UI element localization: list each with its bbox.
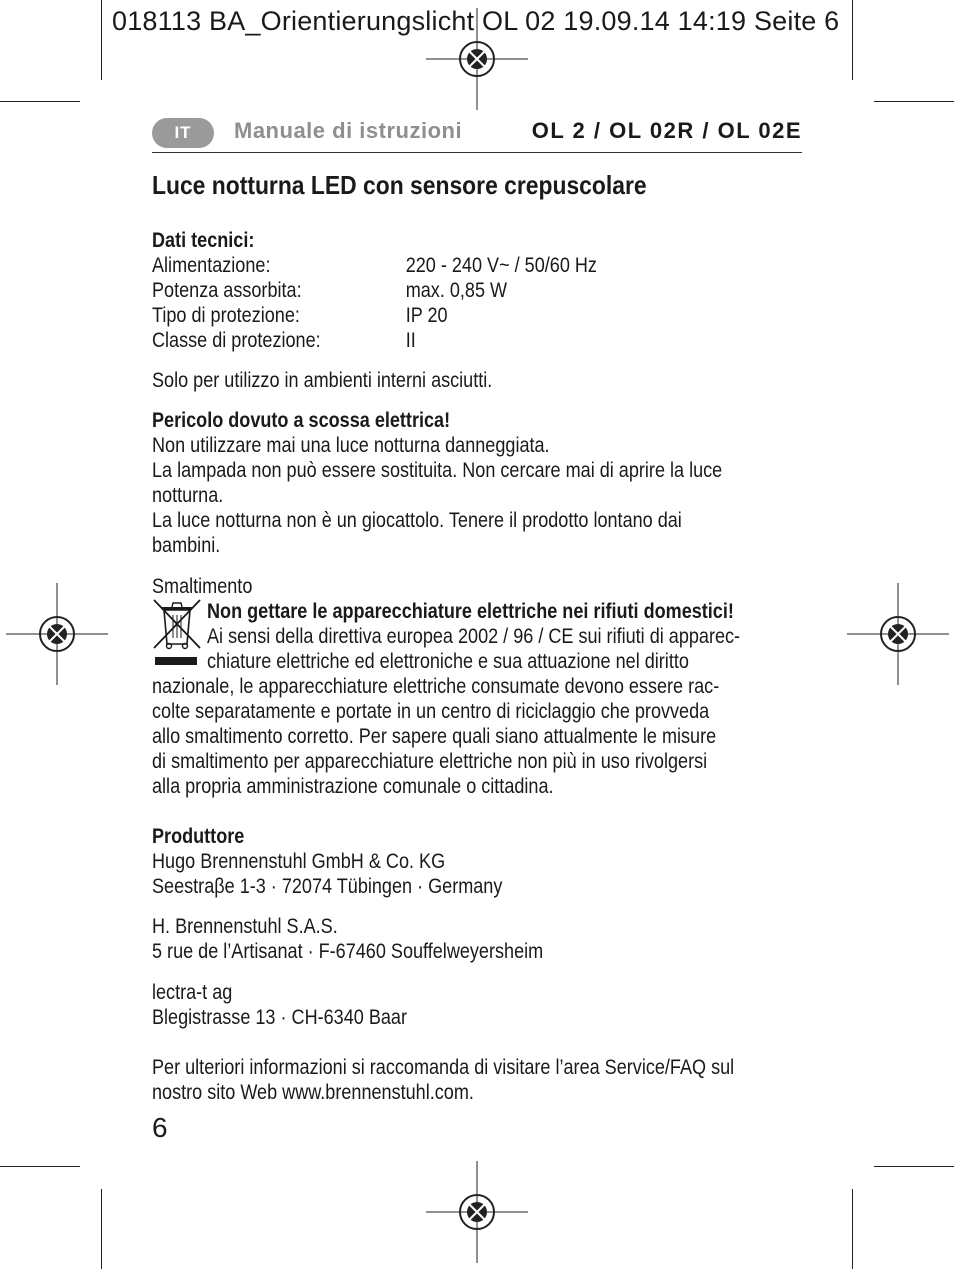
- producer-heading: Produttore: [152, 825, 245, 848]
- spec-label: Alimentazione:: [152, 254, 271, 277]
- crop-mark-top-left-horizontal: [0, 101, 80, 102]
- disposal-line: colte separatamente e portate in un centro di riciclaggio che provveda: [152, 700, 710, 723]
- producer-address-line: H. Brennenstuhl S.A.S.: [152, 915, 338, 938]
- disposal-body: [152, 674, 788, 799]
- disposal-line: allo smaltimento corretto. Per sapere quali siano attualmente le misure: [152, 725, 717, 748]
- danger-line: Non utilizzare mai una luce notturna danneggiata.: [152, 434, 550, 457]
- crop-mark-bottom-right-horizontal: [874, 1166, 954, 1167]
- crop-mark-bottom-left-vertical: [101, 1189, 102, 1269]
- crop-mark-bottom-right-vertical: [852, 1189, 853, 1269]
- manual-label: Manuale di istruzioni: [234, 118, 463, 143]
- tech-data-heading: Dati tecnici:: [152, 229, 255, 252]
- producer-section: [152, 824, 788, 899]
- disposal-line: alla propria amministrazione comunale o cittadina.: [152, 775, 554, 798]
- language-badge: IT: [152, 118, 214, 148]
- page-number: 6: [152, 1112, 168, 1143]
- producer-address-line: 5 rue de l’Artisanat · F-67460 Souffelweyersheim: [152, 940, 544, 963]
- producer-address-block: [152, 914, 788, 964]
- producer-address-line: Seestraβe 1-3 · 72074 Tübingen · Germany: [152, 875, 503, 898]
- spec-label: Classe di protezione:: [152, 329, 321, 352]
- crop-mark-top-right-horizontal: [874, 101, 954, 102]
- spec-row: [152, 278, 788, 303]
- disposal-line: di smaltimento per apparecchiature elettriche non più in uso rivolgersi: [152, 750, 708, 773]
- tech-data-section: [152, 228, 788, 353]
- model-label: OL 2 / OL 02R / OL 02E: [531, 118, 802, 143]
- disposal-warning: Non gettare le apparecchiature elettriche nei rifiuti domestici!: [207, 600, 734, 623]
- disposal-line: nazionale, le apparecchiature elettriche consumate devono essere rac-: [152, 675, 720, 698]
- producer-address-block: [152, 980, 788, 1030]
- crop-mark-bottom-left-horizontal: [0, 1166, 80, 1167]
- spec-row: [152, 303, 788, 328]
- disposal-line: chiature elettriche ed elettroniche e sua attuazione nel diritto: [207, 650, 689, 673]
- crop-mark-top-left-vertical: [101, 0, 102, 80]
- producer-address-line: Blegistrasse 13 · CH-6340 Baar: [152, 1006, 407, 1029]
- service-info-line: nostro sito Web www.brennenstuhl.com.: [152, 1081, 474, 1104]
- page-title: Luce notturna LED con sensore crepuscolare: [152, 170, 647, 200]
- spec-value: II: [405, 329, 416, 352]
- danger-line: notturna.: [152, 484, 224, 507]
- manual-header: [152, 116, 802, 153]
- crosshair-registration-icon: [847, 583, 949, 685]
- crossed-out-wheelie-bin-icon: [152, 598, 202, 670]
- danger-heading: Pericolo dovuto a scossa elettrica!: [152, 409, 451, 432]
- crop-mark-top-right-vertical: [852, 0, 853, 80]
- service-info: [152, 1055, 788, 1105]
- spec-value: max. 0,85 W: [405, 279, 508, 302]
- crosshair-registration-icon: [6, 583, 108, 685]
- spec-value: IP 20: [405, 304, 448, 327]
- spec-row: [152, 253, 788, 278]
- spec-label: Tipo di protezione:: [152, 304, 300, 327]
- producer-address-line: Hugo Brennenstuhl GmbH & Co. KG: [152, 850, 446, 873]
- service-info-line: Per ulteriori informazioni si raccomanda di visitare l’area Service/FAQ sul: [152, 1056, 735, 1079]
- disposal-line: Ai sensi della direttiva europea 2002 / 96 / CE sui rifiuti di apparec-: [207, 625, 741, 648]
- disposal-side-text: [207, 599, 800, 674]
- spec-label: Potenza assorbita:: [152, 279, 302, 302]
- crosshair-registration-icon: [426, 8, 528, 110]
- print-slug-line: 018113 BA_Orientierungslicht OL 02 19.09.14 14:19 Seite 6: [112, 6, 840, 36]
- danger-line: La luce notturna non è un giocattolo. Tenere il prodotto lontano dai: [152, 509, 682, 532]
- disposal-heading: Smaltimento: [152, 575, 253, 598]
- spec-value: 220 - 240 V~ / 50/60 Hz: [405, 254, 597, 277]
- danger-line: bambini.: [152, 534, 221, 557]
- spec-row: [152, 328, 788, 353]
- crosshair-registration-icon: [426, 1161, 528, 1263]
- danger-line: La lampada non può essere sostituita. Non cercare mai di aprire la luce: [152, 459, 723, 482]
- producer-address-line: lectra-t ag: [152, 981, 233, 1004]
- indoor-use-note: Solo per utilizzo in ambienti interni asciutti.: [152, 369, 493, 392]
- danger-section: [152, 408, 788, 558]
